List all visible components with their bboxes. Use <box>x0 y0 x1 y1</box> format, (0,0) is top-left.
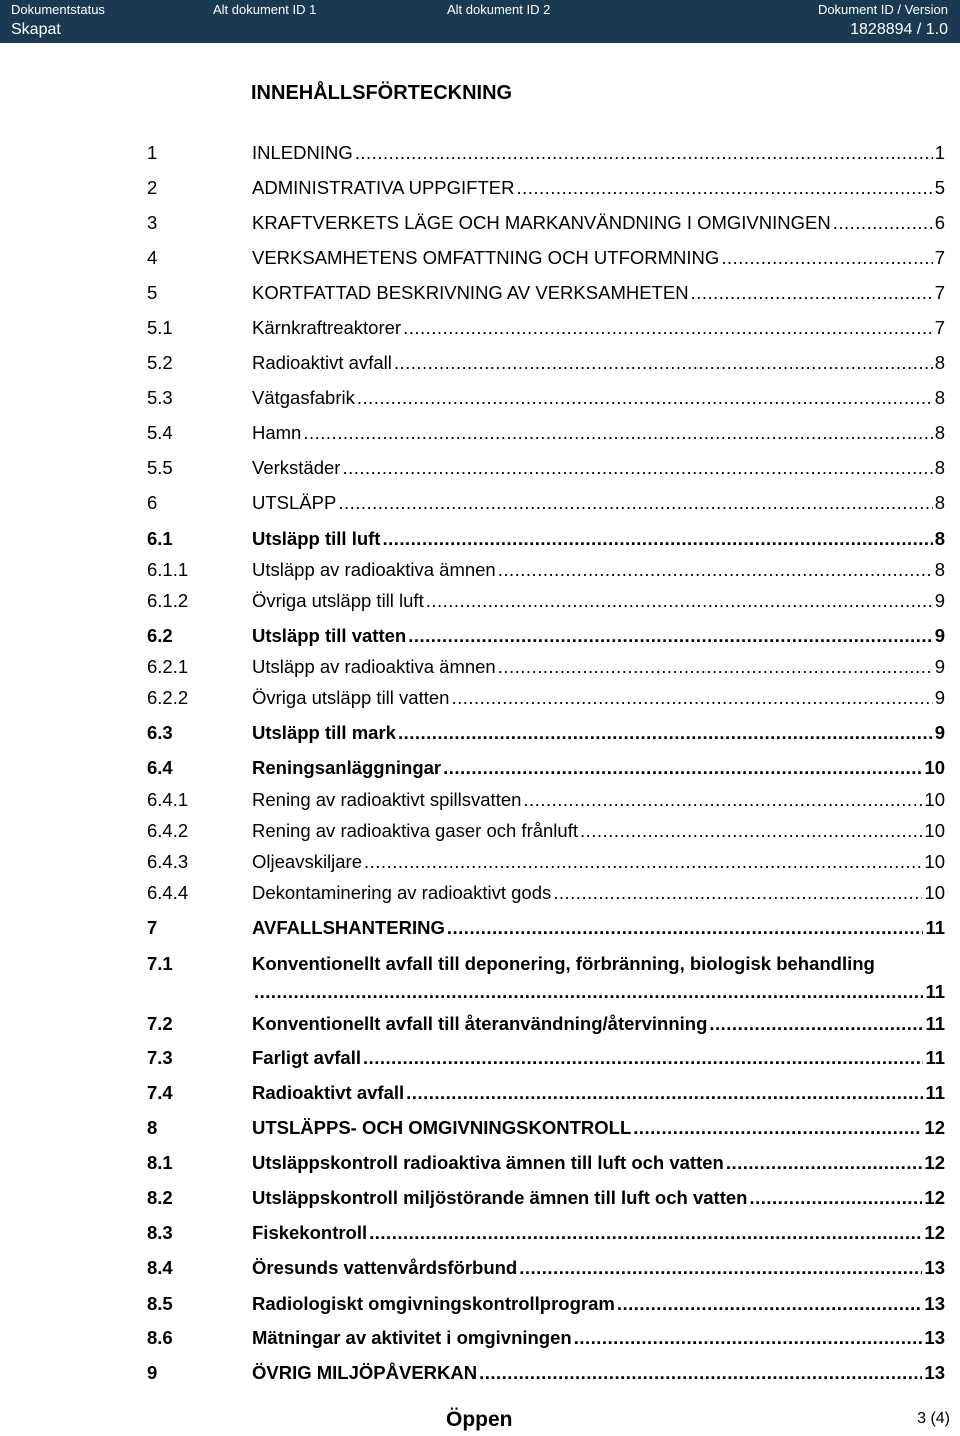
toc-entry-number: 6.2.1 <box>147 656 189 677</box>
toc-entry-title: Konventionellt avfall till återanvändning/återvinning <box>252 1013 708 1034</box>
toc-entry-number: 6.4.3 <box>147 851 189 872</box>
toc-entry-page: 6 <box>934 212 945 233</box>
toc-leader-dots <box>498 558 933 582</box>
toc-leader-dots <box>369 1221 922 1245</box>
toc-entry-page: 9 <box>934 590 945 611</box>
toc-entry-page: 1 <box>934 142 945 163</box>
toc-entry-title: Utsläpp till vatten <box>252 625 407 646</box>
toc-entry-title: Konventionellt avfall till deponering, förbränning, biologisk behandling <box>252 953 875 974</box>
toc-leader-dots <box>523 788 922 812</box>
toc-entry-page: 10 <box>924 851 945 872</box>
toc-entry-page: 12 <box>924 1152 945 1173</box>
toc-entry-title: Rening av radioaktivt spillsvatten <box>252 789 522 810</box>
toc-leader-dots <box>451 686 932 710</box>
toc-leader-dots <box>553 881 922 905</box>
toc-leader-dots <box>749 1186 922 1210</box>
toc-leader-dots <box>479 1361 922 1385</box>
toc-entry-number: 6.2 <box>147 625 173 646</box>
toc-entry-number: 8.5 <box>147 1293 173 1314</box>
toc-entry-number: 2 <box>147 177 158 198</box>
toc-entry-title: Mätningar av aktivitet i omgivningen <box>252 1327 572 1348</box>
toc-leader-dots <box>357 386 933 410</box>
toc-entry-page: 13 <box>924 1362 945 1383</box>
header-label-alt1: Alt dokument ID 1 <box>213 2 317 17</box>
toc-entry-title: Farligt avfall <box>252 1047 361 1068</box>
toc-entry-title: Utsläppskontroll miljöstörande ämnen till luft och vatten <box>252 1187 748 1208</box>
toc-entry-page: 11 <box>925 1013 945 1034</box>
toc-entry-page: 10 <box>924 820 945 841</box>
toc-entry-number: 5.1 <box>147 317 173 338</box>
toc-entry-number: 6.2.2 <box>147 687 189 708</box>
header-label-status: Dokumentstatus <box>11 2 105 17</box>
toc-entry-number: 6.1.1 <box>147 559 189 580</box>
toc-entry-page: 7 <box>934 282 945 303</box>
toc-entry-page: 7 <box>934 317 945 338</box>
toc-entry-page: 8 <box>934 387 945 408</box>
toc-entry-title: INLEDNING <box>252 142 353 163</box>
toc-entry-number: 7.4 <box>147 1082 173 1103</box>
toc-entry-number: 5 <box>147 282 158 303</box>
toc-leader-dots <box>516 176 932 200</box>
toc-leader-dots <box>342 456 932 480</box>
toc-leader-dots <box>498 655 933 679</box>
toc-entry-page: 8 <box>934 492 945 513</box>
toc-leader-dots <box>833 211 933 235</box>
toc-entry-number: 7.1 <box>147 953 173 974</box>
toc-leader-dots <box>408 624 933 648</box>
toc-leader-dots <box>519 1256 922 1280</box>
toc-entry-page: 9 <box>934 687 945 708</box>
toc-leader-dots <box>721 246 932 270</box>
toc-entry-page: 13 <box>924 1257 945 1278</box>
toc-leader-dots <box>580 819 922 843</box>
toc-entry-page: 11 <box>925 1047 945 1068</box>
toc-entry-title: Radiologiskt omgivningskontrollprogram <box>252 1293 615 1314</box>
toc-entry-title: KORTFATTAD BESKRIVNING AV VERKSAMHETEN <box>252 282 689 303</box>
toc-leader-dots <box>394 351 933 375</box>
toc-entry-number: 7.2 <box>147 1013 173 1034</box>
toc-entry-number: 9 <box>147 1362 158 1383</box>
toc-entry-title: UTSLÄPP <box>252 492 337 513</box>
toc-entry-title: Fiskekontroll <box>252 1222 368 1243</box>
toc-entry-number: 8.3 <box>147 1222 173 1243</box>
toc-entry-title: UTSLÄPPS- OCH OMGIVNINGSKONTROLL <box>252 1117 632 1138</box>
toc-entry-number: 6.3 <box>147 722 173 743</box>
toc-leader-dots <box>398 721 933 745</box>
toc-leader-dots <box>364 850 922 874</box>
toc-entry-page: 12 <box>924 1187 945 1208</box>
toc-entry-number: 1 <box>147 142 158 163</box>
toc-leader-dots <box>363 1046 923 1070</box>
toc-entry-number: 7 <box>147 917 158 938</box>
toc-leader-dots <box>709 1012 923 1036</box>
toc-entry-title: ÖVRIG MILJÖPÅVERKAN <box>252 1362 478 1383</box>
toc-entry-page: 11 <box>925 1082 945 1103</box>
classification-label: Öppen <box>446 1408 513 1431</box>
toc-leader-dots <box>426 589 933 613</box>
toc-entry-number: 3 <box>147 212 158 233</box>
toc-entry-page: 10 <box>924 882 945 903</box>
toc-leader-dots <box>355 141 933 165</box>
toc-entry-page: 8 <box>934 528 945 549</box>
toc-entry-page: 12 <box>924 1117 945 1138</box>
toc-entry-number: 8.6 <box>147 1327 173 1348</box>
toc-leader-dots <box>338 491 932 515</box>
toc-entry-number: 6.4 <box>147 757 173 778</box>
toc-entry-title: Utsläpp till luft <box>252 528 381 549</box>
toc-entry-page: 10 <box>924 789 945 810</box>
toc-entry-page: 8 <box>934 457 945 478</box>
toc-entry-title: Utsläpp av radioaktiva ämnen <box>252 656 496 677</box>
toc-entry-number: 6.4.2 <box>147 820 189 841</box>
header-label-alt2: Alt dokument ID 2 <box>447 2 551 17</box>
toc-entry-page: 11 <box>925 981 945 1002</box>
toc-entry-title: Öresunds vattenvårdsförbund <box>252 1257 518 1278</box>
toc-entry-title: KRAFTVERKETS LÄGE OCH MARKANVÄNDNING I OMGIVNINGEN <box>252 212 831 233</box>
toc-entry-number: 8 <box>147 1117 158 1138</box>
toc-entry-title: Kärnkraftreaktorer <box>252 317 402 338</box>
toc-entry-number: 5.4 <box>147 422 173 443</box>
toc-entry-number: 6.4.1 <box>147 789 189 810</box>
toc-entry-number: 5.3 <box>147 387 173 408</box>
toc-leader-dots <box>691 281 933 305</box>
page-number: 3 (4) <box>917 1410 950 1427</box>
toc-entry-title: Utsläppskontroll radioaktiva ämnen till luft och vatten <box>252 1152 724 1173</box>
toc-entry-page: 5 <box>934 177 945 198</box>
toc-entry-title: Vätgasfabrik <box>252 387 355 408</box>
toc-entry-page: 11 <box>925 917 945 938</box>
toc-entry-title: Oljeavskiljare <box>252 851 363 872</box>
toc-leader-dots <box>617 1292 923 1316</box>
toc-entry-page: 8 <box>934 559 945 580</box>
toc-entry-number: 6.1.2 <box>147 590 189 611</box>
toc-entry-title: Reningsanläggningar <box>252 757 442 778</box>
toc-entry-title: Verkstäder <box>252 457 341 478</box>
toc-entry-title: Utsläpp av radioaktiva ämnen <box>252 559 496 580</box>
toc-entry-number: 8.1 <box>147 1152 173 1173</box>
toc-entry-title: Övriga utsläpp till vatten <box>252 687 450 708</box>
toc-entry-title: VERKSAMHETENS OMFATTNING OCH UTFORMNING <box>252 247 720 268</box>
toc-entry-page: 12 <box>924 1222 945 1243</box>
toc-leader-dots <box>447 916 924 940</box>
toc-entry-page: 8 <box>934 422 945 443</box>
toc-entry-title: AVFALLSHANTERING <box>252 917 445 938</box>
toc-entry-page: 8 <box>934 352 945 373</box>
toc-leader-dots <box>403 316 933 340</box>
toc-entry-page: 13 <box>924 1293 945 1314</box>
toc-entry-title: Dekontaminering av radioaktivt gods <box>252 882 552 903</box>
toc-entry-number: 4 <box>147 247 158 268</box>
toc-leader-dots <box>406 1081 923 1105</box>
toc-entry-number: 8.4 <box>147 1257 173 1278</box>
toc-entry-number: 7.3 <box>147 1047 173 1068</box>
toc-leader-dots <box>726 1151 923 1175</box>
toc-entry-page: 9 <box>934 656 945 677</box>
toc-entry-page: 10 <box>924 757 945 778</box>
toc-entry-number: 6.1 <box>147 528 173 549</box>
toc-entry-number: 8.2 <box>147 1187 173 1208</box>
toc-leader-dots <box>443 756 922 780</box>
toc-entry-number: 6.4.4 <box>147 882 189 903</box>
toc-title: INNEHÅLLSFÖRTECKNING <box>251 82 513 104</box>
header-value-docid: 1828894 / 1.0 <box>850 21 948 38</box>
header-label-docid: Dokument ID / Version <box>817 2 948 17</box>
toc-entry-title: Utsläpp till mark <box>252 722 396 743</box>
toc-leader-dots <box>633 1116 922 1140</box>
toc-entry-title: Radioaktivt avfall <box>252 1082 405 1103</box>
toc-entry-title: Rening av radioaktiva gaser och frånluft <box>252 820 578 841</box>
toc-leader-dots <box>574 1326 923 1350</box>
toc-entry-page: 7 <box>934 247 945 268</box>
toc-entry-page: 13 <box>924 1327 945 1348</box>
toc-entry-page: 9 <box>934 625 945 646</box>
header-values-bar <box>0 19 960 43</box>
header-value-status: Skapat <box>11 21 61 38</box>
toc-entry-title: Radioaktivt avfall <box>252 352 392 373</box>
toc-entry-number: 6 <box>147 492 158 513</box>
toc-entry-number: 5.2 <box>147 352 173 373</box>
toc-leader-dots <box>254 980 923 1004</box>
toc-leader-dots <box>303 421 932 445</box>
toc-entry-title: Hamn <box>252 422 302 443</box>
toc-entry-title: Övriga utsläpp till luft <box>252 590 424 611</box>
toc-entry-title: ADMINISTRATIVA UPPGIFTER <box>252 177 515 198</box>
toc-leader-dots <box>382 527 932 551</box>
toc-entry-number: 5.5 <box>147 457 173 478</box>
toc-entry-page: 9 <box>934 722 945 743</box>
